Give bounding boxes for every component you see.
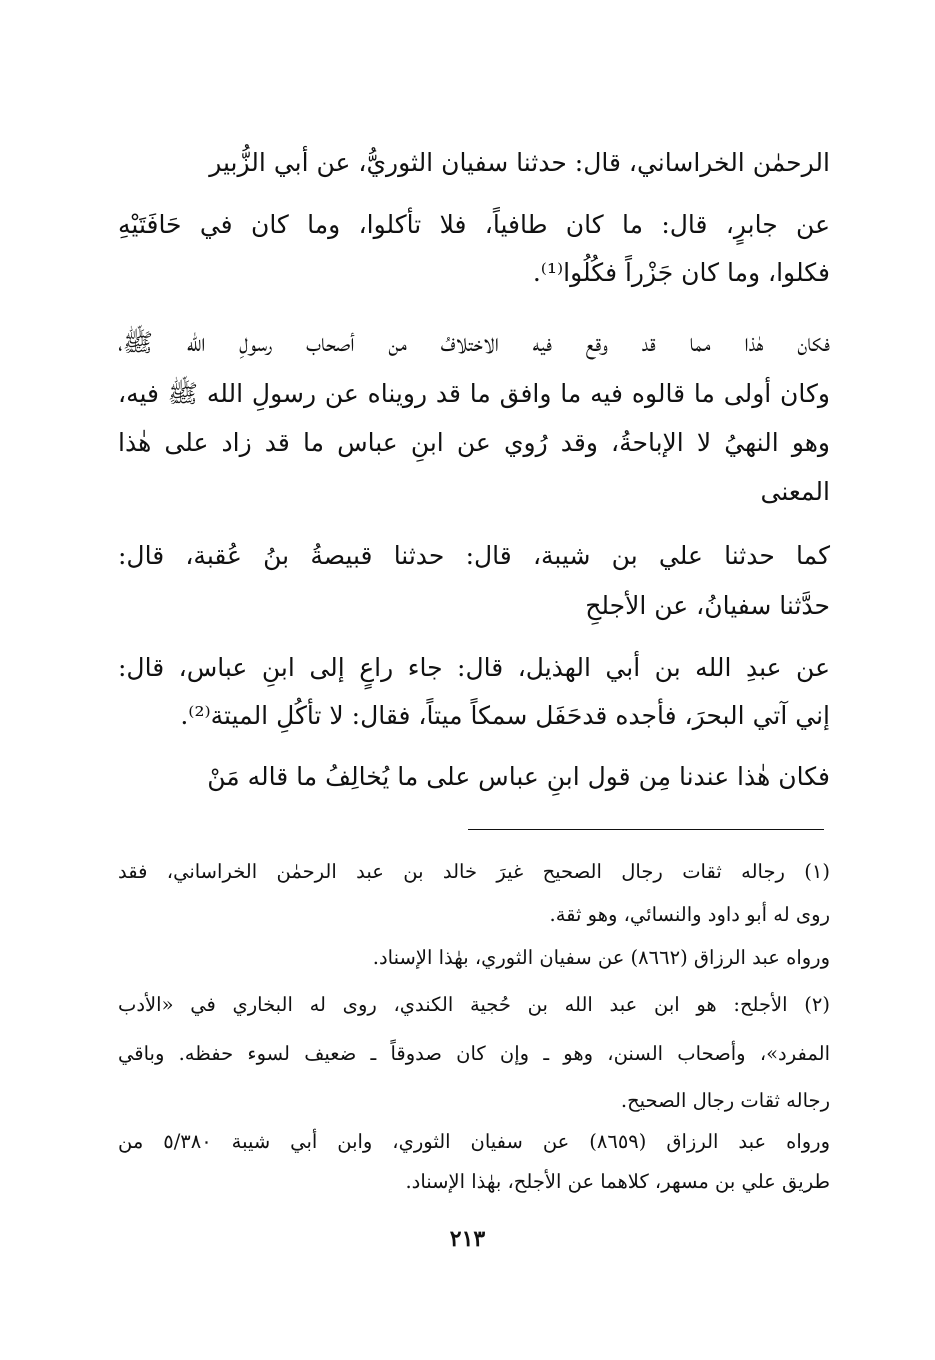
body-line: فكان هٰذا عندنا مِن قول ابنِ عباس على ما يُخالِفُ ما قاله مَنْ [207, 762, 830, 791]
body-line: الرحمٰن الخراساني، قال: حدثنا سفيان الثوريُّ، عن أبي الزُّبير [209, 148, 830, 177]
body-line: حدَّثنا سفيانُ، عن الأجلحِ [585, 591, 830, 620]
footnote-separator [468, 829, 824, 830]
body-line: وهو النهيُ لا الإباحةُ، وقد رُوي عن ابنِ عباس ما قد زاد على هٰذا [118, 428, 830, 457]
body-line: فكان هٰذا مما قد وقع فيه الاختلافُ من أصحاب رسولِ الله ﷺ، [118, 328, 830, 357]
body-line: كما حدثنا علي بن شيبة، قال: حدثنا قبيصةُ بنُ عُقبة، قال: [118, 541, 830, 570]
body-line: المعنى [760, 477, 830, 506]
footnote-line: ورواه عبد الرزاق (٨٦٦٢) عن سفيان الثوري، بهٰذا الإسناد. [372, 946, 830, 969]
page-number: ٢١٣ [449, 1226, 486, 1252]
footnote-line: ورواه عبد الرزاق (٨٦٥٩) عن سفيان الثوري، وابن أبي شيبة ٥/٣٨٠ من [118, 1130, 830, 1153]
footnote-line: طريق علي بن مسهر، كلاهما عن الأجلح، بهٰذا الإسناد. [405, 1170, 830, 1193]
footnote-line: المفرد»، وأصحاب السنن، وهو ـ وإن كان صدوقاً ـ ضعيف لسوء حفظه. وباقي [118, 1042, 830, 1065]
body-line: وكان أولى ما قالوه فيه ما وافق ما قد رويناه عن رسولِ الله ﷺ فيه، [118, 379, 830, 408]
footnote-line: رجاله ثقات رجال الصحيح. [620, 1089, 830, 1112]
body-line: عن جابرٍ، قال: ما كان طافياً، فلا تأكلوا، وما كان في حَافَتَيْهِ [118, 210, 830, 239]
footnote-line: روى له أبو داود والنسائي، وهو ثقة. [549, 903, 830, 926]
footnote-line: (١) رجاله ثقات رجال الصحيح غيرَ خالد بن عبد الرحمٰن الخراساني، فقد [118, 860, 830, 883]
body-line: فكلوا، وما كان جَزْراً فكُلُوا⁽¹⁾. [532, 258, 830, 287]
body-line: عن عبدِ الله بن أبي الهذيل، قال: جاء راعٍ إلى ابنِ عباس، قال: [118, 653, 830, 682]
body-line: إني آتي البحرَ، فأجده قدحَفَل سمكاً ميتاً، فقال: لا تأكُلِ الميتة⁽²⁾. [180, 701, 830, 730]
footnote-line: (٢) الأجلح: هو ابن عبد الله بن حُجية الكندي، روى له البخاري في «الأدب [118, 993, 830, 1016]
